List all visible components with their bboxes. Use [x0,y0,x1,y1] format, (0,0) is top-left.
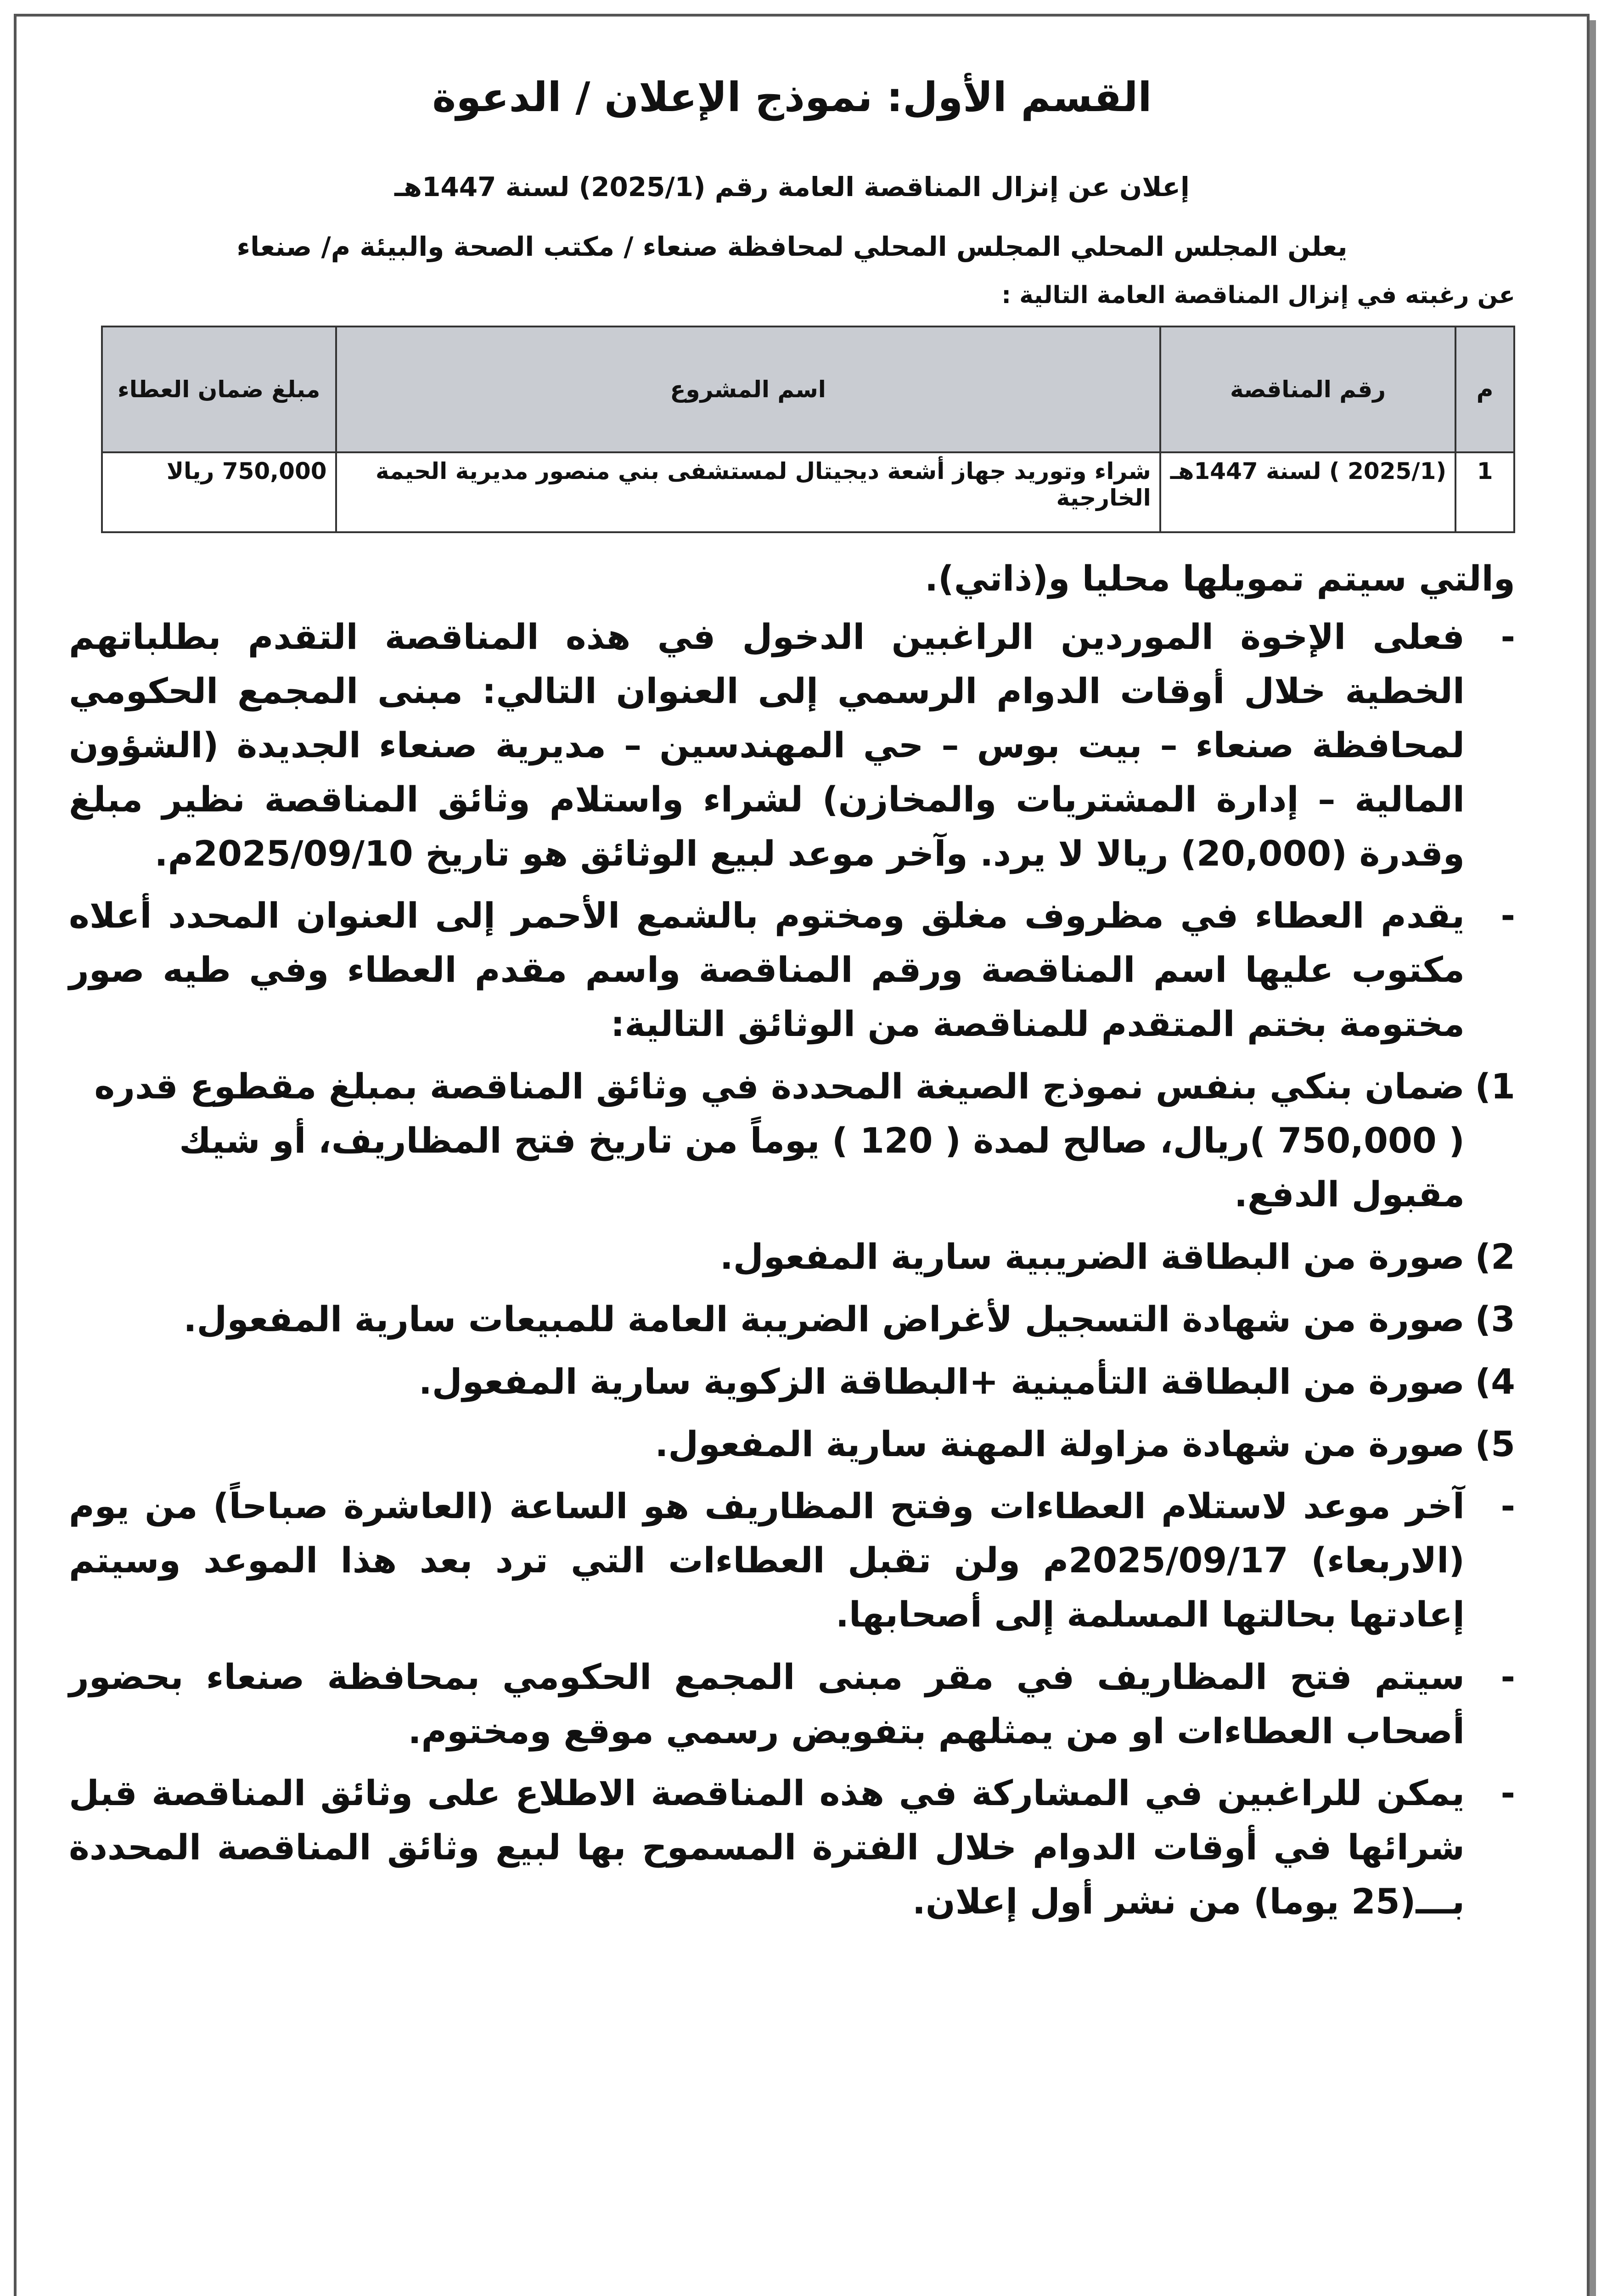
document-body [69,73,1515,1929]
bullet-text: يقدم العطاء في مظروف مغلق ومختوم بالشمع الأحمر إلى العنوان المحدد أعلاه مكتوب عليها اسم المناقصة ورقم المناقصة واسم مقدم العطاء وفي طيه صور مختومة بختم المتقدم للمناقصة من الوثائق التالية: [69,895,1465,1044]
bullet-mark: - [1500,1486,1515,1527]
header-guarantee-amount: مبلغ ضمان العطاء [102,326,336,452]
header-project-name: اسم المشروع [336,326,1160,452]
bullet-purchase-documents [69,610,1515,880]
document-item-1 [69,1059,1515,1221]
item-number: 3) [1475,1298,1515,1339]
bullet-mark: - [1500,895,1515,936]
bullet-text: سيتم فتح المظاريف في مقر مبنى المجمع الحكومي بمحافظة صنعاء بحضور أصحاب العطاءات او من يمثلهم بتفويض رسمي موقع ومختوم. [69,1656,1465,1751]
bullet-mark: - [1500,616,1515,658]
bullet-mark: - [1500,1773,1515,1814]
bullet-text: يمكن للراغبين في المشاركة في هذه المناقصة الاطلاع على وثائق المناقصة قبل شرائها في أوقات الدوام خلال الفترة المسموح بها لبيع وثائق المناقصة المحددة بـــ(25 يوما) من نشر أول إعلان. [69,1773,1465,1922]
item-text: ضمان بنكي بنفس نموذج الصيغة المحددة في وثائق المناقصة بمبلغ مقطوع قدره ( 750,000 )ريال، صالح لمدة ( 120 ) يوماً من تاريخ فتح المظاريف، أو شيك مقبول الدفع. [94,1065,1465,1215]
document-item-4 [69,1355,1515,1409]
header-tender-number: رقم المناقصة [1160,326,1455,452]
cell-m: 1 [1455,452,1514,532]
table-header-row [102,326,1514,452]
bullet-text: آخر موعد لاستلام العطاءات وفتح المظاريف هو الساعة (العاشرة صباحاً) من يوم (الاربعاء) 2025/09/17م ولن تقبل العطاءات التي ترد بعد هذا الموعد وسيتم إعادتها بحالتها المسلمة إلى أصحابها. [69,1486,1465,1635]
document-item-3 [69,1292,1515,1346]
item-text: صورة من شهادة التسجيل لأغراض الضريبة العامة للمبيعات سارية المفعول. [183,1298,1465,1339]
document-item-5 [69,1417,1515,1471]
cell-guarantee-amount: 750,000 ريالا [102,452,336,532]
bullet-text: فعلى الإخوة الموردين الراغبين الدخول في هذه المناقصة التقدم بطلباتهم الخطية خلال أوقات الدوام الرسمي إلى العنوان التالي: مبنى المجمع الحكومي لمحافظة صنعاء – بيت بوس – حي المهندسين – مديرية صنعاء الجديدة (الشؤون المالية – إدارة المشتريات والمخازن) لشراء واستلام وثائق المناقصة نظير مبلغ وقدرة (20,000) ريالا لا يرد. وآخر موعد لبيع الوثائق هو تاريخ 2025/09/10م. [69,616,1465,874]
item-text: صورة من البطاقة الضريبية سارية المفعول. [719,1236,1465,1277]
item-number: 5) [1475,1423,1515,1464]
page-title: القسم الأول: نموذج الإعلان / الدعوة [432,73,1152,121]
table-row [102,452,1514,532]
document-item-2 [69,1230,1515,1284]
item-text: صورة من شهادة مزاولة المهنة سارية المفعول. [655,1423,1465,1464]
item-text: صورة من البطاقة التأمينية +البطاقة الزكوية سارية المفعول. [418,1361,1465,1402]
funding-line: والتي سيتم تمويلها محليا و(ذاتي). [925,557,1515,599]
item-number: 2) [1475,1236,1515,1277]
desire-line: عن رغبته في إنزال المناقصة العامة التالية : [1001,281,1515,310]
cell-project-name: شراء وتوريد جهاز أشعة ديجيتال لمستشفى بني منصور مديرية الحيمة الخارجية [336,452,1160,532]
bullet-bid-submission [69,889,1515,1051]
item-number: 1) [1475,1065,1515,1107]
bullet-opening [69,1650,1515,1758]
announcement-line: إعلان عن إنزال المناقصة العامة رقم (2025/1) لسنة 1447هـ [394,171,1190,203]
header-m: م [1455,326,1514,452]
tender-table [101,326,1515,533]
bullet-mark: - [1500,1656,1515,1697]
bullet-deadline [69,1479,1515,1641]
item-number: 4) [1475,1361,1515,1402]
bullet-review-documents [69,1766,1515,1928]
cell-tender-number: (2025/1 ) لسنة 1447هـ [1160,452,1455,532]
announcer-line: يعلن المجلس المحلي المجلس المحلي لمحافظة صنعاء / مكتب الصحة والبيئة م/ صنعاء [236,231,1348,262]
